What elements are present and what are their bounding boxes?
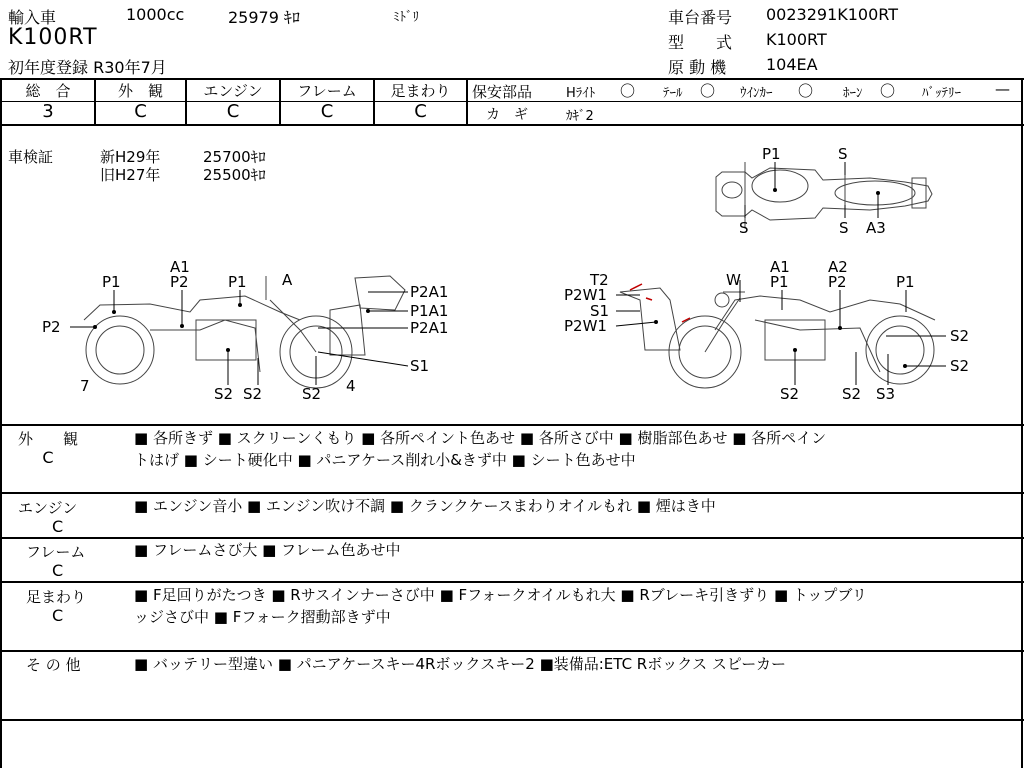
left-label-s2: S2 [243, 385, 263, 403]
first-registration: 初年度登録 R30年7月 [8, 58, 167, 77]
right-label-a2: A2 [828, 258, 848, 276]
left-label-p1: P1 [102, 273, 121, 291]
remarks-rule-5 [0, 719, 1024, 721]
overall-label: 総 合 [25, 82, 71, 100]
type-value: K100RT [766, 30, 827, 49]
inspection-new-value: 25700ｷﾛ [203, 148, 266, 166]
right-label-p2: P2 [828, 273, 847, 291]
remarks-rule-4 [0, 650, 1024, 652]
mileage: 25979 ｷﾛ [228, 8, 300, 27]
remark-category-suspension: 足まわり [26, 588, 87, 606]
type-label: 型 式 [668, 33, 733, 52]
remark-text-suspension-1: ■ F足回りがたつき ■ Rサスインナーさび中 ■ Fフォークオイルもれ大 ■ Rブレーキ引きずり ■ トップブリ [134, 586, 867, 604]
remarks-rule-1 [0, 492, 1024, 494]
top-label-a3: A3 [866, 219, 886, 237]
color: ﾐﾄﾞﾘ [393, 10, 419, 25]
right-label-p2w1: P2W1 [564, 286, 607, 304]
headlight-label: Hﾗｲﾄ [566, 86, 596, 101]
model-name: K100RT [8, 25, 98, 50]
left-label-s2: S2 [214, 385, 234, 403]
left-label-p2a1: P2A1 [410, 319, 449, 337]
remark-text-suspension-2: ッジさび中 ■ Fフォーク摺動部きず中 [134, 608, 391, 626]
remark-grade-engine: C [52, 517, 64, 536]
frame-no-value: 0023291K100RT [766, 5, 899, 24]
right-label-t2: T2 [590, 271, 609, 289]
left-label-p1a1: P1A1 [410, 302, 449, 320]
inspection-old-label: 旧H27年 [100, 166, 161, 184]
engine-grade: C [226, 101, 240, 122]
left-label-s1: S1 [410, 357, 430, 375]
left-label-p2: P2 [170, 273, 189, 291]
remark-category-frame: フレーム [26, 543, 86, 561]
headlight-mark: 〇 [620, 82, 636, 100]
engine-label: エンジン [203, 82, 263, 100]
overall-value: 3 [42, 101, 54, 122]
diagram-labels [42, 145, 969, 403]
inspection-new-label: 新H29年 [100, 148, 161, 166]
remarks-rule-3 [0, 581, 1024, 583]
damage-diagram [0, 126, 1024, 424]
right-label-a1: A1 [770, 258, 790, 276]
right-label-s2: S2 [842, 385, 862, 403]
remark-grade-frame: C [52, 561, 64, 580]
top-label-s: S [838, 145, 848, 163]
right-label-p1: P1 [896, 273, 915, 291]
left-label-p1: P1 [228, 273, 247, 291]
leader-lines [70, 162, 946, 385]
remark-grade-suspension: C [52, 606, 64, 625]
inspection-old-value: 25500ｷﾛ [203, 166, 266, 184]
top-label-s: S [739, 219, 749, 237]
top-label-s: S [839, 219, 849, 237]
winker-mark: 〇 [798, 82, 814, 100]
right-label-s2: S2 [950, 357, 970, 375]
diagram-bottom-rule [0, 424, 1024, 426]
remark-text-frame-1: ■ フレームさび大 ■ フレーム色あせ中 [134, 541, 401, 559]
grade-divider [466, 78, 468, 126]
engine-model-label: 原 動 機 [668, 58, 727, 77]
top-label-p1: P1 [762, 145, 781, 163]
frame-label: フレーム [297, 82, 357, 100]
winker-label: ｳｲﾝｶｰ [740, 86, 773, 101]
remark-text-exterior-2: トはげ ■ シート硬化中 ■ パニアケース削れ小&きず中 ■ シート色あせ中 [134, 451, 636, 469]
tail-mark: 〇 [700, 82, 716, 100]
displacement: 1000cc [126, 5, 185, 24]
suspension-label: 足まわり [390, 82, 451, 100]
right-label-w: W [726, 271, 741, 289]
remark-text-exterior-1: ■ 各所きず ■ スクリーンくもり ■ 各所ペイント色あせ ■ 各所さび中 ■ 樹脂部色あせ ■ 各所ペイン [134, 429, 827, 447]
frame-no-label: 車台番号 [668, 8, 733, 27]
right-label-p1: P1 [770, 273, 789, 291]
remark-text-other-1: ■ バッテリー型違い ■ パニアケースキー4Rボックスキー2 ■装備品:ETC Rボックス スピーカー [134, 655, 786, 673]
left-label-a1: A1 [170, 258, 190, 276]
key-value: ｶｷﾞ2 [566, 109, 594, 124]
left-label-p2a1: P2A1 [410, 283, 449, 301]
right-label-s1: S1 [590, 302, 610, 320]
exterior-label: 外 観 [117, 82, 163, 100]
remark-text-engine-1: ■ エンジン音小 ■ エンジン吹け不調 ■ クランクケースまわりオイルもれ ■ 煙はき中 [134, 497, 716, 515]
suspension-grade: C [414, 101, 427, 122]
right-label-s2: S2 [780, 385, 800, 403]
safety-mid-rule [466, 101, 1022, 102]
right-label-s3: S3 [876, 385, 896, 403]
exterior-grade: C [134, 101, 147, 122]
left-label-7: 7 [80, 377, 90, 395]
engine-model-value: 104EA [766, 55, 818, 74]
left-side-view-outline [84, 276, 405, 388]
horn-label: ﾎｰﾝ [843, 86, 863, 101]
remark-category-other: そ の 他 [26, 656, 81, 674]
inspection-label: 車検証 [8, 148, 54, 166]
left-label-s2: S2 [302, 385, 322, 403]
tail-label: ﾃｰﾙ [663, 86, 683, 101]
battery-mark: — [995, 80, 1010, 98]
remark-category-exterior: 外 観 [18, 430, 79, 448]
remark-category-engine: エンジン [18, 499, 78, 517]
right-label-p2w1: P2W1 [564, 317, 607, 335]
import-label: 輸入車 [8, 8, 57, 27]
frame-grade: C [320, 101, 334, 122]
remark-grade-exterior: C [42, 448, 54, 467]
right-label-s2: S2 [950, 327, 970, 345]
left-label-4: 4 [346, 377, 356, 395]
left-label-a: A [282, 271, 293, 289]
safety-label: 保安部品 [472, 83, 533, 101]
battery-label: ﾊﾞｯﾃﾘｰ [922, 86, 961, 101]
left-label-p2: P2 [42, 318, 61, 336]
horn-mark: 〇 [880, 82, 896, 100]
key-label: カ ギ [486, 107, 528, 123]
